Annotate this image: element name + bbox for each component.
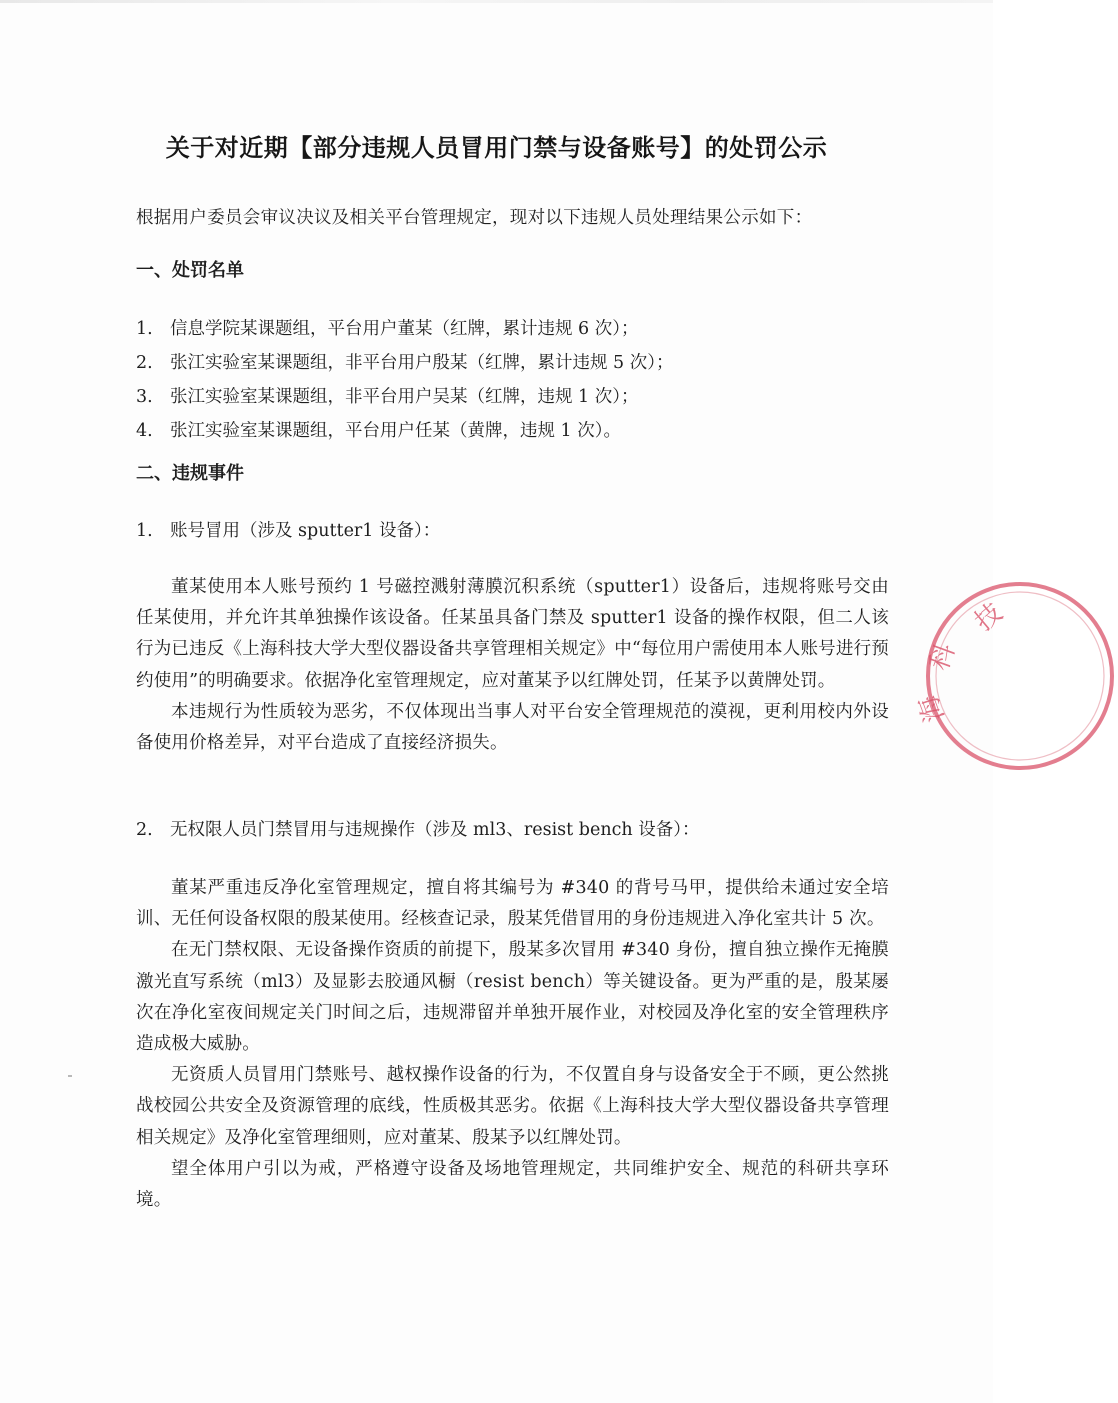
event-1-title-text: 账号冒用（涉及 sputter1 设备）： bbox=[170, 521, 441, 541]
event-2-title bbox=[136, 816, 896, 841]
list-item-number: 3. bbox=[136, 387, 153, 407]
section-heading-violations: 二、违规事件 bbox=[136, 463, 244, 484]
event-2-body bbox=[136, 873, 889, 1216]
list-item bbox=[136, 414, 896, 448]
scan-edge bbox=[0, 0, 993, 3]
scan-speck bbox=[68, 1075, 72, 1077]
event-2-paragraph: 望全体用户引以为戒，严格遵守设备及场地管理规定，共同维护安全、规范的科研共享环境。 bbox=[136, 1158, 889, 1211]
list-item-number: 1. bbox=[136, 319, 153, 339]
official-seal bbox=[913, 578, 1118, 774]
list-item-number: 4. bbox=[136, 421, 153, 441]
event-1-body bbox=[136, 572, 889, 759]
list-item bbox=[136, 312, 896, 346]
seal-char: 技 bbox=[969, 597, 1009, 638]
list-item-number: 2. bbox=[136, 353, 153, 373]
event-2-paragraph: 无资质人员冒用门禁账号、越权操作设备的行为，不仅置自身与设备安全于不顾，更公然挑战校园公共安全及资源管理的底线，性质极其恶劣。依据《上海科技大学大型仪器设备共享管理相关规定》及净化室管理细则，应对董某、殷某予以红牌处罚。 bbox=[136, 1065, 889, 1148]
penalty-list bbox=[136, 312, 896, 448]
event-1-paragraph: 董某使用本人账号预约 1 号磁控溅射薄膜沉积系统（sputter1）设备后，违规将账号交由任某使用，并允许其单独操作该设备。任某虽具备门禁及 sputter1 设备的操作权限，但二人该行为已违反《上海科技大学大型仪器设备共享管理相关规定》中“每位用户需使用本人账号进行预约使用”的明确要求。依据净化室管理规定，应对董某予以红牌处罚，任某予以黄牌处罚。 bbox=[136, 577, 889, 691]
list-item bbox=[136, 346, 896, 380]
event-2-number: 2. bbox=[136, 820, 153, 840]
event-1-number: 1. bbox=[136, 521, 153, 541]
seal-graphic bbox=[913, 578, 1118, 774]
section-heading-penalty-list: 一、处罚名单 bbox=[136, 260, 244, 281]
event-2-paragraph: 董某严重违反净化室管理规定，擅自将其编号为 #340 的背号马甲，提供给未通过安全培训、无任何设备权限的殷某使用。经核查记录，殷某凭借冒用的身份违规进入净化室共计 5 次。 bbox=[136, 878, 889, 930]
list-item bbox=[136, 380, 896, 414]
intro-paragraph: 根据用户委员会审议决议及相关平台管理规定，现对以下违规人员处理结果公示如下： bbox=[136, 208, 813, 228]
list-item-text: 信息学院某课题组，平台用户董某（红牌，累计违规 6 次）； bbox=[170, 319, 639, 339]
event-2-title-text: 无权限人员门禁冒用与违规操作（涉及 ml3、resist bench 设备）： bbox=[170, 820, 700, 840]
event-2-paragraph: 在无门禁权限、无设备操作资质的前提下，殷某多次冒用 #340 身份，擅自独立操作无掩膜激光直写系统（ml3）及显影去胶通风橱（resist bench）等关键设备。更为严重的是，殷某屡次在净化室夜间规定关门时间之后，违规滞留并单独开展作业，对校园及净化室的安全管理秩序造成极大威胁。 bbox=[136, 940, 889, 1055]
event-1-paragraph: 本违规行为性质较为恶劣，不仅体现出当事人对平台安全管理规范的漠视，更利用校内外设备使用价格差异，对平台造成了直接经济损失。 bbox=[136, 701, 889, 754]
list-item-text: 张江实验室某课题组，非平台用户殷某（红牌，累计违规 5 次）； bbox=[170, 353, 674, 373]
seal-char: 海 bbox=[913, 691, 951, 726]
list-item-text: 张江实验室某课题组，非平台用户吴某（红牌，违规 1 次）； bbox=[170, 387, 639, 407]
document-title: 关于对近期【部分违规人员冒用门禁与设备账号】的处罚公示 bbox=[165, 133, 828, 162]
event-1-title bbox=[136, 517, 896, 542]
seal-char: 科 bbox=[924, 639, 962, 675]
list-item-text: 张江实验室某课题组，平台用户任某（黄牌，违规 1 次）。 bbox=[170, 421, 622, 441]
